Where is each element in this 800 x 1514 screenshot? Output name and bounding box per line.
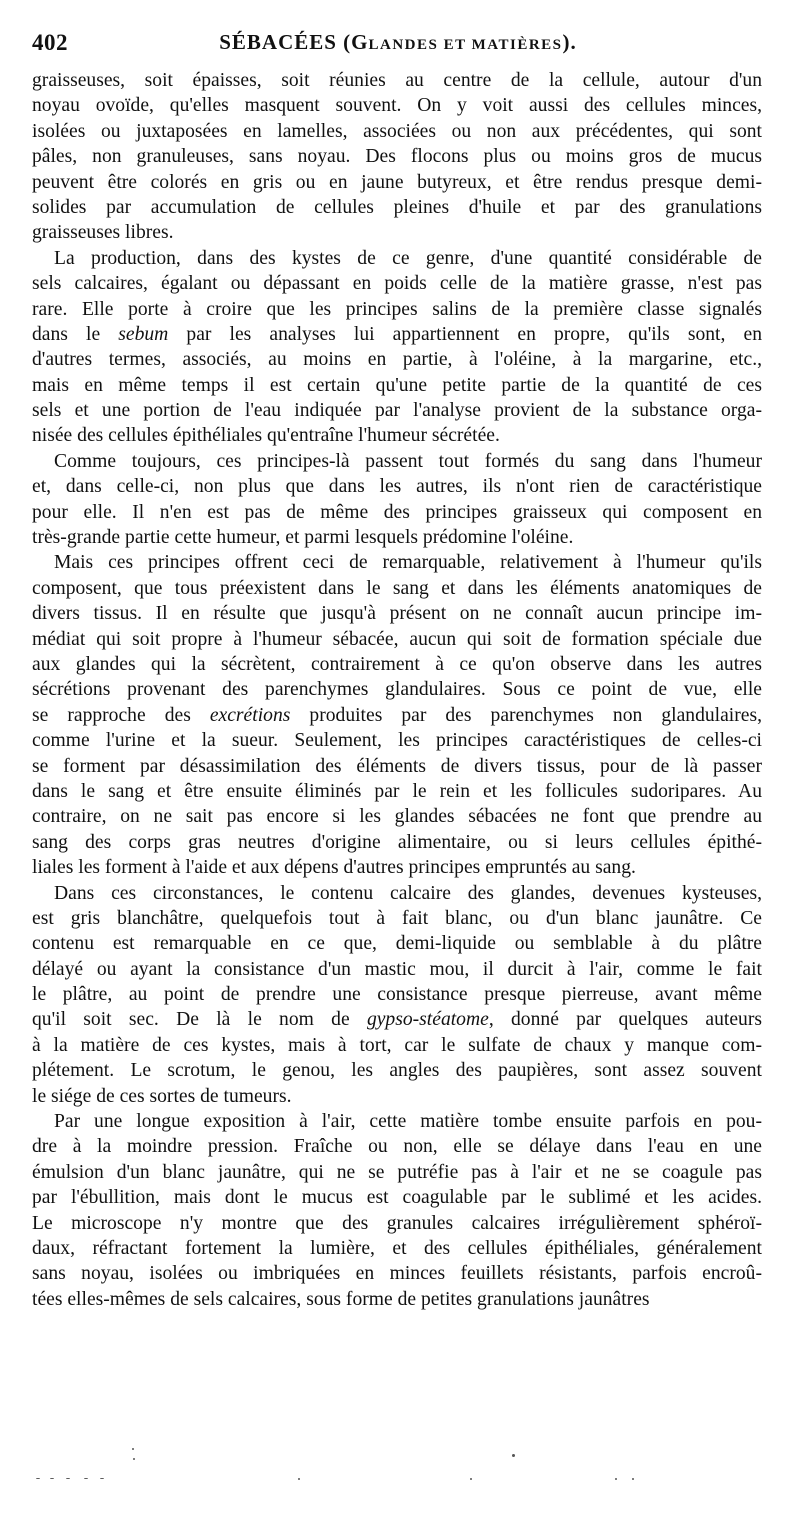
text-line: médiat qui soit propre à l'humeur sébacée, aucun qui soit de formation spéciale due (32, 628, 762, 650)
text-line: mais en même temps il est certain qu'une petite partie de la quantité de ces (32, 374, 762, 396)
text-segment: qu'il soit sec. De là le nom de (32, 1009, 367, 1031)
text-line: par l'ébullition, mais dont le mucus est coagulable par le sublimé et les acides. (32, 1187, 762, 1209)
text-line: liales les forment à l'aide et aux dépens d'autres principes empruntés au sang. (32, 857, 636, 879)
text-line: contenu est remarquable en ce que, demi-liquide ou semblable à du plâtre (32, 933, 762, 955)
text-line: le siége de ces sortes de tumeurs. (32, 1085, 292, 1107)
text-line: La production, dans des kystes de ce genre, d'une quantité considérable de (54, 247, 762, 269)
text-segment: dans le (32, 323, 119, 345)
text-line: graisseuses, soit épaisses, soit réunies au centre de la cellule, autour d'un (32, 70, 762, 91)
text-line: émulsion d'un blanc jaunâtre, qui ne se putréfie pas à l'air et ne se coagule pas (32, 1161, 762, 1183)
text-line: sels et une portion de l'eau indiquée par l'analyse provient de la substance orga- (32, 400, 762, 422)
text-line: graisseuses libres. (32, 222, 174, 244)
text-line: plétement. Le scrotum, le genou, les angles des paupières, sont assez souvent (32, 1060, 762, 1082)
page-number: 402 (32, 30, 68, 55)
italic-term: sebum (118, 323, 169, 345)
text-line: et, dans celle-ci, non plus que dans les autres, ils n'ont rien de caractéristique (32, 476, 762, 498)
text-line: sels calcaires, égalant ou dépassant en poids celle de la matière grasse, n'est pas (32, 273, 762, 295)
italic-term: gypso-stéatome (366, 1009, 489, 1031)
text-line: Comme toujours, ces principes-là passent tout formés du sang dans l'humeur (54, 450, 762, 472)
text-line: contraire, on ne sait pas encore si les glandes sébacées ne font que prendre au (32, 806, 762, 828)
text-line: se forment par désassimilation des éléments de divers tissus, pour de là passer (32, 755, 762, 777)
body-text (32, 68, 762, 1312)
text-line: Mais ces principes offrent ceci de remarquable, relativement à l'humeur qu'ils (54, 552, 762, 574)
text-line: tées elles-mêmes de sels calcaires, sous forme de petites granulations jaunâtres (32, 1288, 650, 1310)
text-line: peuvent être colorés en gris ou en jaune butyreux, et être rendus presque demi- (32, 171, 762, 193)
text-line: à la matière de ces kystes, mais à tort, car le sulfate de chaux y manque com- (32, 1034, 762, 1056)
text-line: très-grande partie cette humeur, et parmi lesquels prédomine l'oléine. (32, 527, 574, 549)
text-line: dans le sang et être ensuite éliminés par le rein et les follicules sudoripares. Au (32, 780, 762, 802)
running-title-main: SÉBACÉES (G (219, 30, 369, 54)
text-line: divers tissus. Il en résulte que jusqu'à présent on ne connaît aucun principe im- (32, 603, 762, 625)
text-line (32, 322, 762, 347)
text-line: sécrétions provenant des parenchymes glandulaires. Sous ce point de vue, elle (32, 679, 762, 701)
text-line: comme l'urine et la sueur. Seulement, les principes caractéristiques de celles-ci (32, 730, 762, 752)
text-line: le plâtre, au point de prendre une consistance presque pierreuse, avant même (32, 984, 762, 1006)
print-specks (0, 1440, 800, 1500)
running-title-small-caps: LANDES ET MATIÈRES (368, 37, 563, 53)
text-line: Le microscope n'y montre que des granules calcaires irrégulièrement sphéroï- (32, 1212, 762, 1234)
running-title (32, 30, 764, 55)
text-line: Dans ces circonstances, le contenu calcaire des glandes, devenues kysteuses, (54, 882, 762, 904)
text-line: rare. Elle porte à croire que les principes salins de la première classe signalés (32, 298, 762, 320)
text-line: isolées ou juxtaposées en lamelles, associées ou non aux précédentes, qui sont (32, 120, 762, 142)
text-line: solides par accumulation de cellules pleines d'huile et par des granulations (32, 196, 762, 218)
text-line: pour elle. Il n'en est pas de même des principes graisseux qui composent en (32, 501, 762, 523)
text-line: dre à la moindre pression. Fraîche ou non, elle se délaye dans l'eau en une (32, 1136, 762, 1158)
italic-term: excrétions (209, 704, 291, 726)
text-segment: se rapproche des (32, 704, 210, 726)
text-line: pâles, non granuleuses, sans noyau. Des flocons plus ou moins gros de mucus (32, 146, 762, 168)
text-line: composent, que tous préexistent dans le sang et dans les éléments anatomiques de (32, 577, 762, 599)
text-line: est gris blanchâtre, quelquefois tout à fait blanc, ou d'un blanc jaunâtre. Ce (32, 907, 762, 929)
text-segment: par les analyses lui appartiennent en propre, qu'ils sont, en (168, 323, 762, 345)
text-line: délayé ou ayant la consistance d'un mastic mou, il durcit à l'air, comme le fait (32, 958, 762, 980)
text-line: Par une longue exposition à l'air, cette matière tombe ensuite parfois en pou- (54, 1111, 762, 1133)
text-line (32, 1007, 762, 1032)
running-header (32, 30, 764, 58)
text-segment: , donné par quelques auteurs (488, 1009, 762, 1031)
text-line: sans noyau, isolées ou imbriquées en minces feuillets résistants, parfois encroû- (32, 1263, 762, 1285)
text-line: sang des corps gras neutres d'origine alimentaire, ou si leurs cellules épithé- (32, 831, 762, 853)
text-line: aux glandes qui la sécrètent, contrairement à ce qu'on observe dans les autres (32, 653, 762, 675)
running-title-end: ). (562, 30, 577, 54)
text-line: daux, réfractant fortement la lumière, et des cellules épithéliales, généralement (32, 1237, 762, 1259)
text-line: noyau ovoïde, qu'elles masquent souvent. On y voit aussi des cellules minces, (32, 95, 762, 117)
text-segment: produites par des parenchymes non glandulaires, (290, 704, 762, 726)
text-line: d'autres termes, associés, au moins en partie, à l'oléine, à la margarine, etc., (32, 349, 762, 371)
text-line (32, 703, 762, 728)
text-line: nisée des cellules épithéliales qu'entraîne l'humeur sécrétée. (32, 425, 500, 447)
